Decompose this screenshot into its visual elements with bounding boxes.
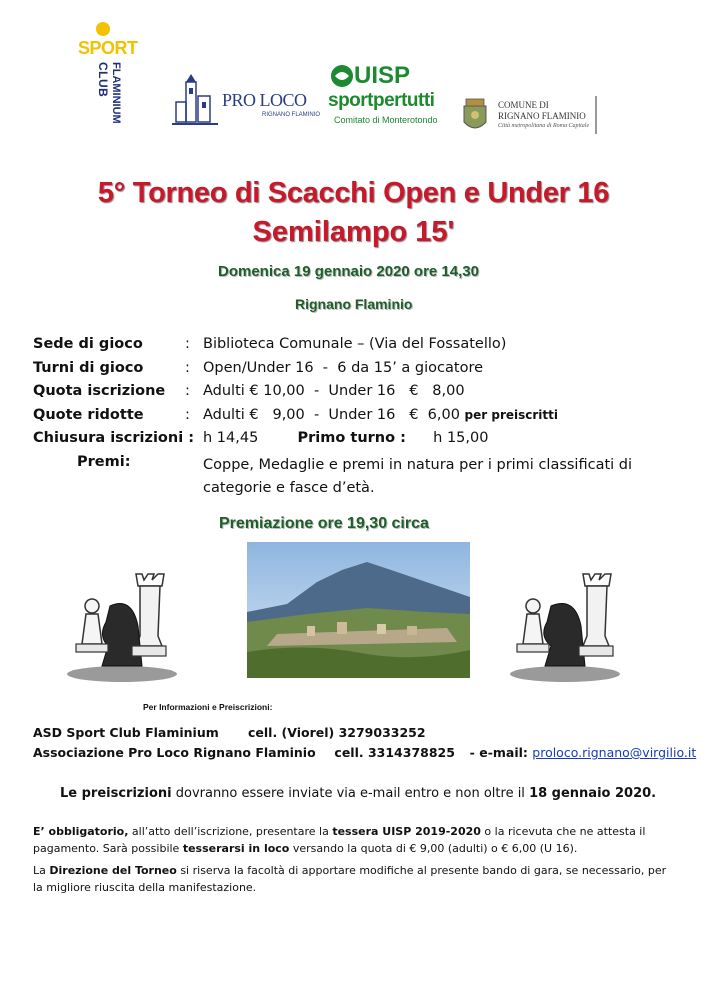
chess-pieces-icon [62, 566, 180, 686]
detail-row-quota [33, 383, 683, 407]
detail-row-turni [33, 360, 683, 384]
chiusura-value-wrap [203, 430, 488, 446]
event-date: Domenica 19 gennaio 2020 ore 14,30 [218, 263, 479, 280]
info-header: Per Informazioni e Preiscrizioni: [143, 702, 273, 712]
logo-pin-icon [96, 22, 110, 36]
logo-club-text: CLUB [96, 62, 110, 98]
tournament-title: 5° Torneo di Scacchi Open e Under 16 [97, 177, 610, 209]
detail-row-premi [33, 454, 683, 502]
uisp-logo [328, 60, 443, 135]
direction-paragraph [33, 862, 678, 896]
logo-flaminium-text: FLAMINIUM [110, 62, 122, 124]
prereg-bold: Le preiscrizioni [60, 786, 172, 801]
contact-row [33, 725, 696, 745]
uisp-emblem-icon [330, 64, 354, 88]
colon: : [185, 406, 190, 423]
para2-c: si riserva la facoltà di apportare modifiche al presente bando di gara, se necessario, per la migliore riuscita della manifestazione. [33, 864, 667, 894]
para1-b: all’atto dell’iscrizione, presentare la [131, 825, 329, 838]
membership-paragraph [33, 823, 678, 857]
details-table [33, 336, 683, 502]
chiusura-value: h 14,45 [203, 430, 259, 446]
proloco-name: PRO LOCO [222, 90, 307, 110]
contact1-name: ASD Sport Club Flaminium [33, 725, 219, 740]
church-tower-icon [172, 72, 220, 132]
coat-of-arms-icon [460, 96, 490, 136]
para1-c: tessera UISP 2019-2020 [332, 825, 481, 838]
primo-value: h 15,00 [433, 430, 489, 446]
sport-club-flaminium-logo [78, 22, 138, 132]
prereg-date: 18 gennaio 2020. [529, 786, 657, 801]
turni-value: Open/Under 16 - 6 da 15’ a giocatore [203, 359, 484, 376]
prereg-notice [60, 786, 656, 801]
logo-sport-text: SPORT [78, 38, 138, 58]
comune-logo [460, 96, 610, 140]
comune-line3: Città metropolitana di Roma Capitale [498, 123, 590, 129]
quota-label: Quota iscrizione [33, 383, 166, 399]
premi-value: Coppe, Medaglie e premi in natura per i primi classificati di categorie e fasce d’età. [203, 456, 633, 496]
chiusura-label: Chiusura iscrizioni : [33, 430, 195, 446]
contact2-email-link[interactable]: proloco.rignano@virgilio.it [532, 745, 697, 760]
premi-label: Premi: [77, 453, 131, 470]
ridotte-note: per preiscritti [464, 407, 558, 422]
colon: : [185, 336, 190, 352]
contact1-phone: cell. (Viorel) 3279033252 [248, 725, 426, 740]
turni-label: Turni di gioco [33, 359, 144, 376]
para1-f: versando la quota di € 9,00 (adulti) o € 6,00 (U 16). [292, 842, 578, 855]
colon: : [185, 383, 190, 399]
uisp-name: UISP [354, 62, 411, 89]
detail-row-ridotte [33, 407, 683, 431]
village-landscape-photo [247, 542, 470, 678]
quota-value: Adulti € 10,00 - Under 16 € 8,00 [203, 383, 465, 399]
uisp-tagline: sportpertutti [328, 90, 435, 111]
para1-d: o la ricevuta che ne attesta il pagamento. Sarà possibile [33, 825, 646, 855]
sede-value: Biblioteca Comunale – (Via del Fossatello) [203, 336, 507, 352]
event-place: Rignano Flaminio [295, 296, 413, 312]
award-time: Premiazione ore 19,30 circa [219, 515, 429, 532]
comune-divider [595, 96, 597, 134]
proloco-sub: RIGNANO FLAMINIO [262, 112, 321, 118]
para2-a: La [33, 864, 46, 877]
detail-row-sede [33, 336, 683, 360]
ridotte-label: Quote ridotte [33, 406, 144, 423]
para1-a: E’ obbligatorio, [33, 825, 129, 838]
para1-e: tesserarsi in loco [182, 842, 290, 855]
uisp-committee: Comitato di Monterotondo [334, 115, 438, 125]
comune-line2: RIGNANO FLAMINIO [498, 111, 586, 121]
detail-row-chiusura [33, 430, 683, 454]
proloco-logo [172, 72, 322, 132]
comune-line1: COMUNE DI [498, 100, 549, 110]
tournament-subtitle: Semilampo 15' [252, 216, 455, 248]
contact-row [33, 745, 696, 765]
chess-pieces-icon [505, 566, 623, 686]
prereg-text: dovranno essere inviate via e-mail entro e non oltre il [175, 786, 525, 801]
colon: : [185, 359, 190, 376]
ridotte-value-wrap [203, 407, 558, 423]
contact2-email-label: - e-mail: [469, 745, 528, 760]
contact2-phone: cell. 3314378825 [334, 745, 455, 760]
contacts-block [33, 725, 696, 765]
ridotte-value: Adulti € 9,00 - Under 16 € 6,00 [203, 406, 460, 423]
sede-label: Sede di gioco [33, 336, 143, 352]
para2-b: Direzione del Torneo [49, 864, 177, 877]
primo-label: Primo turno : [297, 430, 406, 446]
contact2-name: Associazione Pro Loco Rignano Flaminio [33, 745, 316, 760]
